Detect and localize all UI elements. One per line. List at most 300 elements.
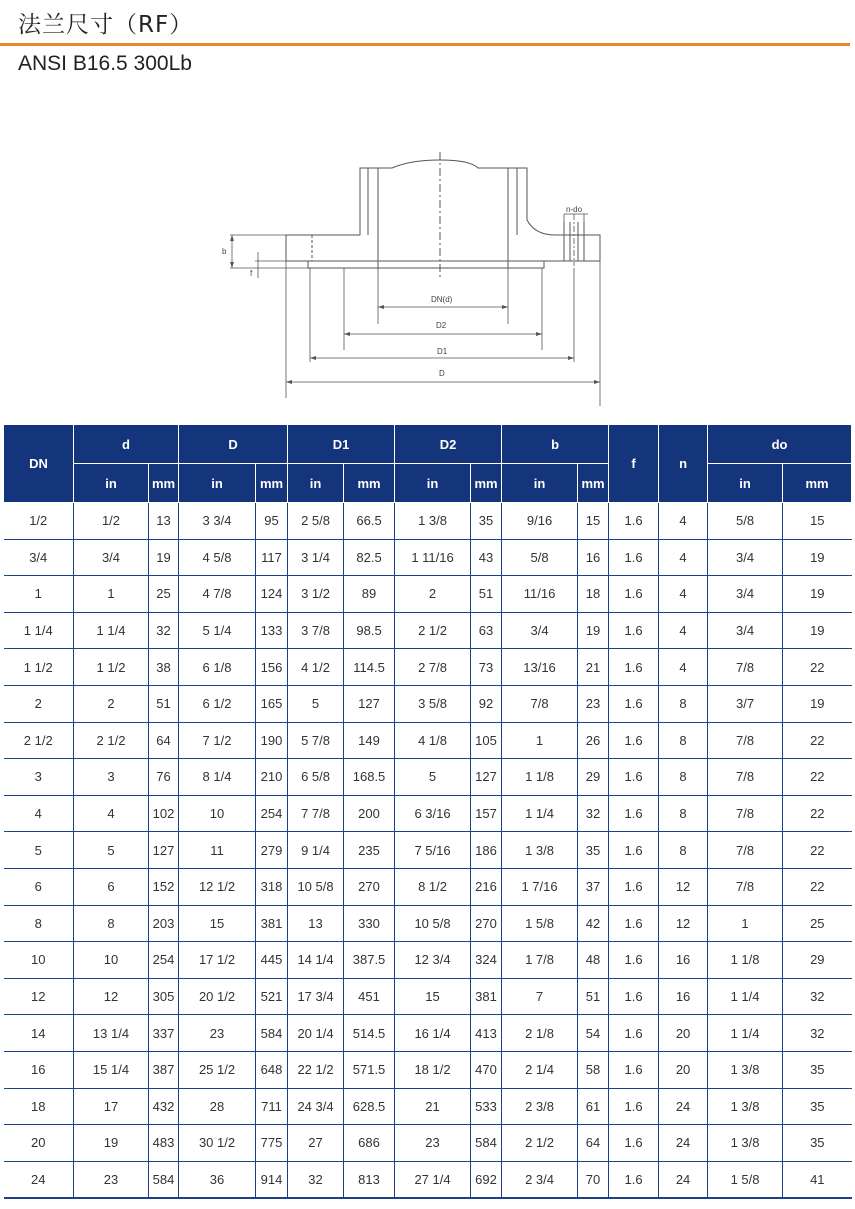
table-cell: 2 <box>395 576 471 613</box>
table-cell: 14 1/4 <box>288 942 344 979</box>
header-D1: D1 <box>288 425 395 464</box>
table-cell: 27 <box>288 1125 344 1162</box>
table-cell: 22 <box>783 795 852 832</box>
table-cell: 12 <box>74 978 149 1015</box>
table-cell: 5 <box>288 685 344 722</box>
subheader-mm: mm <box>471 464 502 503</box>
table-cell: 11 <box>179 832 256 869</box>
table-cell: 20 1/4 <box>288 1015 344 1052</box>
table-cell: 10 <box>179 795 256 832</box>
table-cell: 330 <box>344 905 395 942</box>
table-cell: 1.6 <box>609 539 659 576</box>
table-row <box>4 576 852 613</box>
table-cell: 27 1/4 <box>395 1161 471 1198</box>
table-cell: 1.6 <box>609 868 659 905</box>
table-cell: 1 <box>708 905 783 942</box>
table-cell: 4 <box>659 503 708 540</box>
table-cell: 210 <box>256 759 288 796</box>
table-cell: 32 <box>783 1015 852 1052</box>
table-cell: 4 <box>659 649 708 686</box>
table-cell: 1.6 <box>609 576 659 613</box>
table-cell: 66.5 <box>344 503 395 540</box>
table-cell: 387.5 <box>344 942 395 979</box>
table-cell: 533 <box>471 1088 502 1125</box>
table-cell: 19 <box>783 685 852 722</box>
table-cell: 1 1/8 <box>708 942 783 979</box>
table-cell: 102 <box>149 795 179 832</box>
table-cell: 8 <box>659 832 708 869</box>
table-cell: 21 <box>395 1088 471 1125</box>
table-cell: 10 <box>4 942 74 979</box>
table-row <box>4 868 852 905</box>
table-cell: 16 <box>659 978 708 1015</box>
table-cell: 381 <box>471 978 502 1015</box>
table-row <box>4 942 852 979</box>
table-cell: 58 <box>578 1051 609 1088</box>
table-cell: 470 <box>471 1051 502 1088</box>
table-cell: 3 <box>74 759 149 796</box>
table-cell: 17 <box>74 1088 149 1125</box>
subheader-in: in <box>74 464 149 503</box>
table-cell: 35 <box>471 503 502 540</box>
table-cell: 451 <box>344 978 395 1015</box>
table-cell: 203 <box>149 905 179 942</box>
table-cell: 127 <box>149 832 179 869</box>
table-cell: 1 1/4 <box>4 612 74 649</box>
table-cell: 1 1/4 <box>502 795 578 832</box>
table-cell: 4 <box>659 539 708 576</box>
table-cell: 18 1/2 <box>395 1051 471 1088</box>
table-cell: 38 <box>149 649 179 686</box>
table-cell: 1 1/4 <box>708 1015 783 1052</box>
label-b: b <box>222 247 227 256</box>
table-cell: 2 1/2 <box>395 612 471 649</box>
table-cell: 1 11/16 <box>395 539 471 576</box>
table-cell: 5 <box>395 759 471 796</box>
table-cell: 2 1/2 <box>4 722 74 759</box>
table-cell: 11/16 <box>502 576 578 613</box>
table-cell: 3 7/8 <box>288 612 344 649</box>
table-cell: 26 <box>578 722 609 759</box>
table-cell: 3/4 <box>708 612 783 649</box>
table-cell: 3 <box>4 759 74 796</box>
table-cell: 12 <box>659 868 708 905</box>
table-cell: 19 <box>783 612 852 649</box>
table-cell: 124 <box>256 576 288 613</box>
table-cell: 914 <box>256 1161 288 1198</box>
table-row <box>4 722 852 759</box>
table-cell: 254 <box>256 795 288 832</box>
table-cell: 32 <box>288 1161 344 1198</box>
table-body <box>4 503 852 1199</box>
table-cell: 3/4 <box>708 576 783 613</box>
table-cell: 686 <box>344 1125 395 1162</box>
table-cell: 15 <box>783 503 852 540</box>
title-divider <box>0 43 850 46</box>
table-cell: 628.5 <box>344 1088 395 1125</box>
table-cell: 4 <box>659 612 708 649</box>
header-do: do <box>708 425 852 464</box>
table-cell: 1.6 <box>609 1125 659 1162</box>
table-cell: 105 <box>471 722 502 759</box>
table-cell: 1 <box>74 576 149 613</box>
table-cell: 5 1/4 <box>179 612 256 649</box>
table-cell: 1.6 <box>609 1088 659 1125</box>
table-cell: 1 1/2 <box>74 649 149 686</box>
table-cell: 648 <box>256 1051 288 1088</box>
table-cell: 23 <box>395 1125 471 1162</box>
table-cell: 4 <box>659 576 708 613</box>
table-cell: 7/8 <box>708 649 783 686</box>
table-cell: 571.5 <box>344 1051 395 1088</box>
label-d1: D1 <box>437 347 448 356</box>
table-cell: 13 <box>149 503 179 540</box>
table-row <box>4 1015 852 1052</box>
table-cell: 29 <box>578 759 609 796</box>
subheader-in: in <box>179 464 256 503</box>
table-row <box>4 1125 852 1162</box>
header-n: n <box>659 425 708 503</box>
table-cell: 1 <box>502 722 578 759</box>
table-cell: 54 <box>578 1015 609 1052</box>
table-cell: 1 3/8 <box>708 1051 783 1088</box>
table-cell: 64 <box>578 1125 609 1162</box>
subheader-mm: mm <box>149 464 179 503</box>
label-d2: D2 <box>436 321 447 330</box>
table-cell: 2 1/4 <box>502 1051 578 1088</box>
table-cell: 8 <box>659 795 708 832</box>
table-cell: 24 3/4 <box>288 1088 344 1125</box>
table-cell: 14 <box>4 1015 74 1052</box>
table-cell: 4 7/8 <box>179 576 256 613</box>
table-cell: 337 <box>149 1015 179 1052</box>
table-cell: 8 <box>4 905 74 942</box>
table-cell: 1.6 <box>609 832 659 869</box>
table-cell: 318 <box>256 868 288 905</box>
table-cell: 16 <box>4 1051 74 1088</box>
table-cell: 22 <box>783 832 852 869</box>
table-cell: 25 <box>149 576 179 613</box>
table-cell: 18 <box>4 1088 74 1125</box>
table-cell: 16 <box>659 942 708 979</box>
table-cell: 10 5/8 <box>288 868 344 905</box>
table-cell: 98.5 <box>344 612 395 649</box>
table-cell: 1.6 <box>609 795 659 832</box>
table-cell: 521 <box>256 978 288 1015</box>
table-cell: 8 <box>74 905 149 942</box>
table-cell: 19 <box>149 539 179 576</box>
table-cell: 5 <box>74 832 149 869</box>
table-cell: 5 <box>4 832 74 869</box>
table-cell: 584 <box>149 1161 179 1198</box>
table-cell: 133 <box>256 612 288 649</box>
table-cell: 18 <box>578 576 609 613</box>
table-cell: 8 <box>659 759 708 796</box>
table-cell: 7/8 <box>708 759 783 796</box>
table-cell: 20 <box>659 1051 708 1088</box>
table-cell: 36 <box>179 1161 256 1198</box>
table-row <box>4 1088 852 1125</box>
table-cell: 156 <box>256 649 288 686</box>
table-cell: 7 1/2 <box>179 722 256 759</box>
table-cell: 1 3/8 <box>708 1088 783 1125</box>
table-cell: 9/16 <box>502 503 578 540</box>
table-cell: 1.6 <box>609 722 659 759</box>
table-row <box>4 795 852 832</box>
table-cell: 20 <box>4 1125 74 1162</box>
table-cell: 711 <box>256 1088 288 1125</box>
table-cell: 6 5/8 <box>288 759 344 796</box>
table-cell: 127 <box>344 685 395 722</box>
table-cell: 483 <box>149 1125 179 1162</box>
subheader-in: in <box>708 464 783 503</box>
table-cell: 8 <box>659 685 708 722</box>
table-cell: 168.5 <box>344 759 395 796</box>
table-cell: 3/7 <box>708 685 783 722</box>
table-cell: 584 <box>256 1015 288 1052</box>
table-cell: 7/8 <box>708 832 783 869</box>
table-cell: 92 <box>471 685 502 722</box>
table-cell: 270 <box>344 868 395 905</box>
header-d-small: d <box>74 425 179 464</box>
subheader-mm: mm <box>578 464 609 503</box>
table-cell: 1 3/8 <box>708 1125 783 1162</box>
table-cell: 17 3/4 <box>288 978 344 1015</box>
table-cell: 13/16 <box>502 649 578 686</box>
table-cell: 24 <box>659 1125 708 1162</box>
table-cell: 3/4 <box>502 612 578 649</box>
subheader-mm: mm <box>256 464 288 503</box>
table-cell: 35 <box>783 1051 852 1088</box>
table-cell: 70 <box>578 1161 609 1198</box>
table-cell: 1.6 <box>609 978 659 1015</box>
table-cell: 1 5/8 <box>502 905 578 942</box>
table-row <box>4 905 852 942</box>
table-cell: 63 <box>471 612 502 649</box>
table-cell: 7/8 <box>708 868 783 905</box>
table-cell: 381 <box>256 905 288 942</box>
header-b: b <box>502 425 609 464</box>
table-cell: 4 <box>4 795 74 832</box>
table-cell: 3 3/4 <box>179 503 256 540</box>
table-cell: 76 <box>149 759 179 796</box>
table-cell: 28 <box>179 1088 256 1125</box>
table-cell: 23 <box>179 1015 256 1052</box>
table-cell: 1 <box>4 576 74 613</box>
table-cell: 8 1/4 <box>179 759 256 796</box>
table-cell: 127 <box>471 759 502 796</box>
table-cell: 23 <box>74 1161 149 1198</box>
table-cell: 1/2 <box>4 503 74 540</box>
table-cell: 235 <box>344 832 395 869</box>
table-cell: 35 <box>578 832 609 869</box>
subheader-mm: mm <box>344 464 395 503</box>
table-cell: 1.6 <box>609 1051 659 1088</box>
table-cell: 3 1/4 <box>288 539 344 576</box>
table-cell: 82.5 <box>344 539 395 576</box>
table-cell: 117 <box>256 539 288 576</box>
table-cell: 4 1/8 <box>395 722 471 759</box>
table-cell: 20 <box>659 1015 708 1052</box>
table-cell: 157 <box>471 795 502 832</box>
table-cell: 7/8 <box>708 722 783 759</box>
table-cell: 4 5/8 <box>179 539 256 576</box>
table-cell: 20 1/2 <box>179 978 256 1015</box>
table-cell: 445 <box>256 942 288 979</box>
label-d: D <box>439 369 445 378</box>
table-cell: 6 3/16 <box>395 795 471 832</box>
table-cell: 279 <box>256 832 288 869</box>
table-cell: 6 <box>74 868 149 905</box>
table-cell: 5/8 <box>708 503 783 540</box>
table-cell: 64 <box>149 722 179 759</box>
table-cell: 514.5 <box>344 1015 395 1052</box>
table-cell: 270 <box>471 905 502 942</box>
table-cell: 24 <box>659 1161 708 1198</box>
header-f: f <box>609 425 659 503</box>
table-cell: 1/2 <box>74 503 149 540</box>
table-cell: 7 7/8 <box>288 795 344 832</box>
table-cell: 2 1/2 <box>502 1125 578 1162</box>
subheader-in: in <box>502 464 578 503</box>
table-cell: 216 <box>471 868 502 905</box>
table-cell: 432 <box>149 1088 179 1125</box>
table-cell: 12 <box>659 905 708 942</box>
table-cell: 6 1/2 <box>179 685 256 722</box>
table-cell: 22 <box>783 722 852 759</box>
table-cell: 1 3/8 <box>395 503 471 540</box>
table-cell: 51 <box>149 685 179 722</box>
table-cell: 114.5 <box>344 649 395 686</box>
table-cell: 19 <box>783 539 852 576</box>
table-cell: 16 <box>578 539 609 576</box>
table-cell: 584 <box>471 1125 502 1162</box>
table-cell: 1 7/16 <box>502 868 578 905</box>
table-cell: 29 <box>783 942 852 979</box>
subheader-mm: mm <box>783 464 852 503</box>
table-cell: 95 <box>256 503 288 540</box>
label-f: f <box>250 269 253 278</box>
table-cell: 37 <box>578 868 609 905</box>
table-cell: 5 7/8 <box>288 722 344 759</box>
table-row <box>4 649 852 686</box>
table-row <box>4 612 852 649</box>
table-cell: 813 <box>344 1161 395 1198</box>
table-cell: 152 <box>149 868 179 905</box>
table-cell: 1 1/2 <box>4 649 74 686</box>
table-cell: 12 1/2 <box>179 868 256 905</box>
table-cell: 51 <box>578 978 609 1015</box>
table-row <box>4 503 852 540</box>
table-cell: 305 <box>149 978 179 1015</box>
table-cell: 21 <box>578 649 609 686</box>
table-row <box>4 539 852 576</box>
table-row <box>4 1051 852 1088</box>
table-cell: 7 5/16 <box>395 832 471 869</box>
table-cell: 25 <box>783 905 852 942</box>
table-cell: 19 <box>578 612 609 649</box>
table-cell: 32 <box>149 612 179 649</box>
table-cell: 2 7/8 <box>395 649 471 686</box>
flange-dimension-table <box>3 424 852 1199</box>
table-cell: 43 <box>471 539 502 576</box>
table-cell: 165 <box>256 685 288 722</box>
table-cell: 15 1/4 <box>74 1051 149 1088</box>
table-cell: 3/4 <box>708 539 783 576</box>
table-cell: 10 5/8 <box>395 905 471 942</box>
table-cell: 2 1/8 <box>502 1015 578 1052</box>
flange-drawing <box>200 140 620 412</box>
label-dn: DN(d) <box>431 295 453 304</box>
table-cell: 22 <box>783 649 852 686</box>
table-cell: 30 1/2 <box>179 1125 256 1162</box>
table-cell: 3 5/8 <box>395 685 471 722</box>
table-cell: 1 7/8 <box>502 942 578 979</box>
table-cell: 2 <box>74 685 149 722</box>
table-cell: 22 <box>783 759 852 796</box>
table-cell: 7 <box>502 978 578 1015</box>
table-cell: 12 <box>4 978 74 1015</box>
table-cell: 61 <box>578 1088 609 1125</box>
table-cell: 41 <box>783 1161 852 1198</box>
table-row <box>4 685 852 722</box>
table-cell: 3/4 <box>74 539 149 576</box>
table-cell: 89 <box>344 576 395 613</box>
table-cell: 1 1/8 <box>502 759 578 796</box>
table-cell: 7/8 <box>708 795 783 832</box>
table-cell: 2 1/2 <box>74 722 149 759</box>
standard-subtitle: ANSI B16.5 300Lb <box>18 52 192 75</box>
subheader-in: in <box>395 464 471 503</box>
table-cell: 324 <box>471 942 502 979</box>
table-cell: 13 1/4 <box>74 1015 149 1052</box>
table-cell: 7/8 <box>502 685 578 722</box>
table-cell: 1 5/8 <box>708 1161 783 1198</box>
table-cell: 4 1/2 <box>288 649 344 686</box>
table-cell: 149 <box>344 722 395 759</box>
table-cell: 15 <box>179 905 256 942</box>
table-cell: 413 <box>471 1015 502 1052</box>
table-cell: 51 <box>471 576 502 613</box>
table-cell: 22 1/2 <box>288 1051 344 1088</box>
table-cell: 15 <box>395 978 471 1015</box>
table-cell: 32 <box>578 795 609 832</box>
table-cell: 32 <box>783 978 852 1015</box>
subheader-in: in <box>288 464 344 503</box>
table-cell: 15 <box>578 503 609 540</box>
table-cell: 775 <box>256 1125 288 1162</box>
table-cell: 23 <box>578 685 609 722</box>
table-cell: 387 <box>149 1051 179 1088</box>
table-row <box>4 832 852 869</box>
table-cell: 42 <box>578 905 609 942</box>
table-cell: 1 1/4 <box>74 612 149 649</box>
table-cell: 4 <box>74 795 149 832</box>
table-cell: 25 1/2 <box>179 1051 256 1088</box>
table-cell: 186 <box>471 832 502 869</box>
table-cell: 200 <box>344 795 395 832</box>
table-cell: 1.6 <box>609 612 659 649</box>
table-cell: 8 1/2 <box>395 868 471 905</box>
table-cell: 1.6 <box>609 905 659 942</box>
table-cell: 2 <box>4 685 74 722</box>
table-row <box>4 759 852 796</box>
table-cell: 17 1/2 <box>179 942 256 979</box>
table-cell: 22 <box>783 868 852 905</box>
table-cell: 1.6 <box>609 942 659 979</box>
table-cell: 692 <box>471 1161 502 1198</box>
table-cell: 6 <box>4 868 74 905</box>
